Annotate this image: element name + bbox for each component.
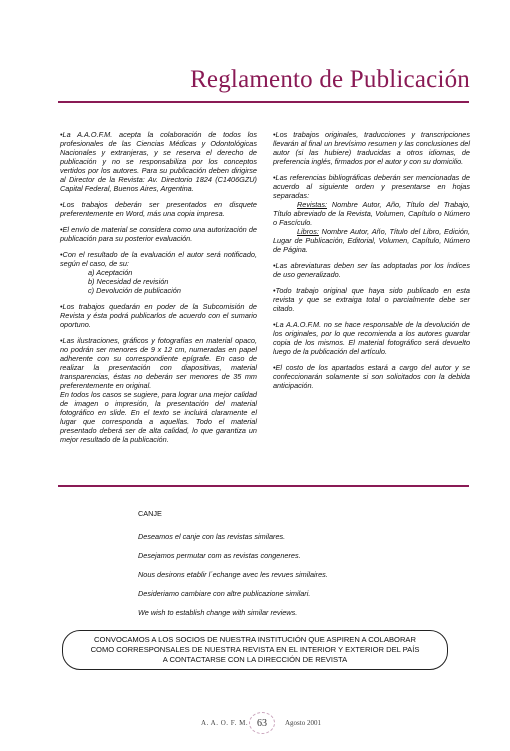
top-divider <box>58 101 469 103</box>
list-item: b) Necesidad de revisión <box>88 277 169 286</box>
left-paragraph-4: •Con el resultado de la evaluación el autor será notificado, según el caso, de su: <box>60 250 257 268</box>
canje-title: CANJE <box>138 509 162 518</box>
list-item: a) Aceptación <box>88 268 133 277</box>
left-paragraph-5: •Los trabajos quedarán en poder de la Subcomisión de Revista y ésta podrá publicarlos de acuerdo con el sumario oportuno. <box>60 302 257 329</box>
canje-line: Nous desirons etablir l´echange avec les revues similaires. <box>138 570 328 579</box>
left-paragraph-3: •El envío de material se considera como una autorización de publicación para su posterior evaluación. <box>60 225 257 243</box>
middle-divider <box>58 485 469 487</box>
notice-line-2: COMO CORRESPONSALES DE NUESTRA REVISTA EN EL INTERIOR Y EXTERIOR DEL PAÍS <box>90 645 420 654</box>
libros-label: Libros: <box>297 227 319 236</box>
left-paragraph-1: •La A.A.O.F.M. acepta la colaboración de todos los profesionales de las Ciencias Médicas y Odontológicas Nacionales y extranjeras, y se reserva el derecho de publicación y no se responsabiliza por los conceptos vertidos por los autores. Para su publicación deben dirigirse al Director de la Revista: Av. Directorio 1824 (C1406GZU) Capital Federal, Buenos Aires, Argentina. <box>60 130 257 193</box>
revistas-text: Nombre Autor, Año, Título del Trabajo, Título abreviado de la Revista, Volumen, Capítulo o Número o Fascículo. <box>273 200 470 227</box>
right-paragraph-3: •Las abreviaturas deben ser las adoptadas por los índices de uso generalizado. <box>273 261 470 279</box>
left-paragraph-7: En todos los casos se sugiere, para lograr una mejor calidad de imagen o impresión, la presentación del material fotográfico en slide. En el texto se incluirá claramente el lugar que corresponda a aquellas. Todo el material presentado deberá ser de alta calidad, lo que garantiza un mejor resultado de la publicación. <box>60 390 257 444</box>
correspondents-notice-box <box>62 630 448 670</box>
references-libros <box>273 227 470 254</box>
page-number: 63 <box>249 712 275 734</box>
right-paragraph-1: •Los trabajos originales, traducciones y transcripciones llevarán al final un brevísimo resumen y las conclusiones del autor (si las hubiere) traducidas a otros idiomas, de preferencia inglés, firmados por el autor y con su domicilio. <box>273 130 470 166</box>
canje-line: We wish to establish change with similar reviews. <box>138 608 298 617</box>
canje-line: Deseamos el canje con las revistas similares. <box>138 532 286 541</box>
left-paragraph-6: •Las ilustraciones, gráficos y fotografías en material opaco, no podrán ser menores de 9 x 12 cm, numeradas en papel adherente con su correspondiente epígrafe. En caso de realizar la presentación con diapositivas, material transparencias, éstas no deberán ser menores de 35 mm preferentemente en original. <box>60 336 257 390</box>
references-revistas <box>273 200 470 227</box>
regulation-columns <box>60 130 470 451</box>
right-paragraph-4: •Todo trabajo original que haya sido publicado en esta revista y que se extraiga total o parcialmente debe ser citado. <box>273 286 470 313</box>
right-paragraph-2: •Las referencias bibliográficas deberán ser mencionadas de acuerdo al siguiente orden y presentarse en hojas separadas: <box>273 173 470 200</box>
footer-publisher: A. A. O. F. M. <box>201 719 249 727</box>
canje-line: Desejamos permutar com as revistas congeneres. <box>138 551 301 560</box>
notice-line-3: A CONTACTARSE CON LA DIRECCIÓN DE REVISTA <box>162 655 348 664</box>
revistas-label: Revistas: <box>297 200 328 209</box>
list-item: c) Devolución de publicación <box>88 286 181 295</box>
left-paragraph-2: •Los trabajos deberán ser presentados en disquete preferentemente en Word, más una copia impresa. <box>60 200 257 218</box>
footer-date: Agosto 2001 <box>285 719 321 727</box>
evaluation-options-list <box>88 268 257 295</box>
right-column <box>273 130 470 451</box>
canje-section <box>138 509 438 627</box>
libros-text: Nombre Autor, Año, Título del Libro, Edición, Lugar de Publicación, Editorial, Volumen, Capítulo, Número de Página. <box>273 227 470 254</box>
right-paragraph-5: •La A.A.O.F.M. no se hace responsable de la devolución de los originales, por lo que recomienda a los autores guardar copia de los mismos. El material fotográfico será devuelto luego de la publicación del artículo. <box>273 320 470 356</box>
left-column <box>60 130 257 451</box>
page-footer <box>0 712 510 736</box>
page-title: Reglamento de Publicación <box>190 66 470 93</box>
notice-line-1: CONVOCAMOS A LOS SOCIOS DE NUESTRA INSTITUCIÓN QUE ASPIREN A COLABORAR <box>94 635 416 644</box>
right-paragraph-6: •El costo de los apartados estará a cargo del autor y se confeccionarán solamente si son solicitados con la debida anticipación. <box>273 363 470 390</box>
canje-line: Desideriamo cambiare con altre publicazione similari. <box>138 589 311 598</box>
